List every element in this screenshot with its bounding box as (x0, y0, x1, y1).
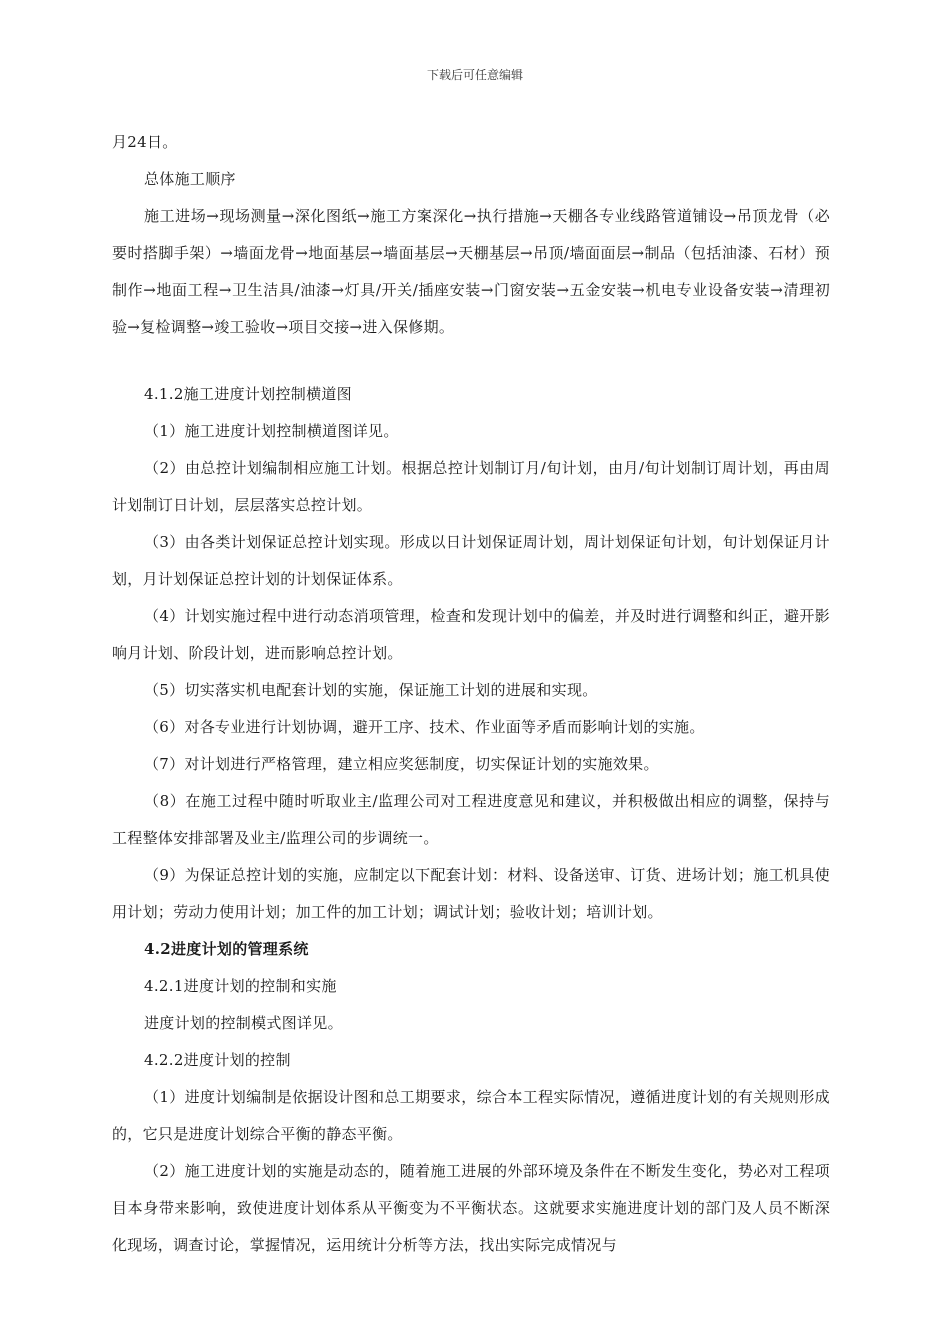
heading-4-2-1: 4.2.1进度计划的控制和实施 (144, 977, 337, 995)
paragraph-construction-sequence: 施工进场→现场测量→深化图纸→施工方案深化→执行措施→天棚各专业线路管道铺设→吊顶龙骨（必要时搭脚手架）→墙面龙骨→地面基层→墙面基层→天棚基层→吊顶/墙面面层→制品（包括油漆、石材）预制作→地面工程→卫生洁具/油漆→灯具/开关/插座安装→门窗安装→五金安装→机电专业设备安装→清理初验→复检调整→竣工验收→项目交接→进入保修期。 (112, 207, 830, 336)
list-item-4: （4）计划实施过程中进行动态消项管理，检查和发现计划中的偏差，并及时进行调整和纠正，避开影响月计划、阶段计划，进而影响总控计划。 (112, 607, 830, 662)
control-item-1: （1）进度计划编制是依据设计图和总工期要求，综合本工程实际情况，遵循进度计划的有关规则形成的，它只是进度计划综合平衡的静态平衡。 (112, 1088, 830, 1143)
list-item-8: （8）在施工过程中随时听取业主/监理公司对工程进度意见和建议，并积极做出相应的调整，保持与工程整体安排部署及业主/监理公司的步调统一。 (112, 792, 830, 847)
heading-4-1-2: 4.1.2施工进度计划控制横道图 (144, 385, 352, 403)
list-item-2: （2）由总控计划编制相应施工计划。根据总控计划制订月/旬计划，由月/旬计划制订周计划，再由周计划制订日计划，层层落实总控计划。 (112, 459, 830, 514)
list-item-7: （7）对计划进行严格管理，建立相应奖惩制度，切实保证计划的实施效果。 (144, 755, 659, 773)
control-item-2: （2）施工进度计划的实施是动态的，随着施工进展的外部环境及条件在不断发生变化，势必对工程项目本身带来影响，致使进度计划体系从平衡变为不平衡状态。这就要求实施进度计划的部门及人员不断深化现场，调查讨论，掌握情况，运用统计分析等方法，找出实际完成情况与 (112, 1162, 830, 1254)
list-item-1: （1）施工进度计划控制横道图详见。 (144, 422, 399, 440)
document-body (112, 124, 830, 1264)
heading-overall-sequence: 总体施工顺序 (144, 170, 236, 188)
section-heading-4-2: 4.2进度计划的管理系统 (144, 940, 309, 958)
list-item-3: （3）由各类计划保证总控计划实现。形成以日计划保证周计划，周计划保证旬计划，旬计划保证月计划，月计划保证总控计划的计划保证体系。 (112, 533, 830, 588)
blank-line (112, 346, 830, 376)
heading-4-2-2: 4.2.2进度计划的控制 (144, 1051, 291, 1069)
page-header: 下载后可任意编辑 (426, 68, 523, 82)
list-item-5: （5）切实落实机电配套计划的实施，保证施工计划的进展和实现。 (144, 681, 598, 699)
paragraph-control-model: 进度计划的控制模式图详见。 (144, 1014, 343, 1032)
paragraph-date: 月24日。 (112, 133, 178, 151)
list-item-9: （9）为保证总控计划的实施，应制定以下配套计划：材料、设备送审、订货、进场计划；施工机具使用计划；劳动力使用计划；加工件的加工计划；调试计划；验收计划；培训计划。 (112, 866, 830, 921)
list-item-6: （6）对各专业进行计划协调，避开工序、技术、作业面等矛盾而影响计划的实施。 (144, 718, 705, 736)
